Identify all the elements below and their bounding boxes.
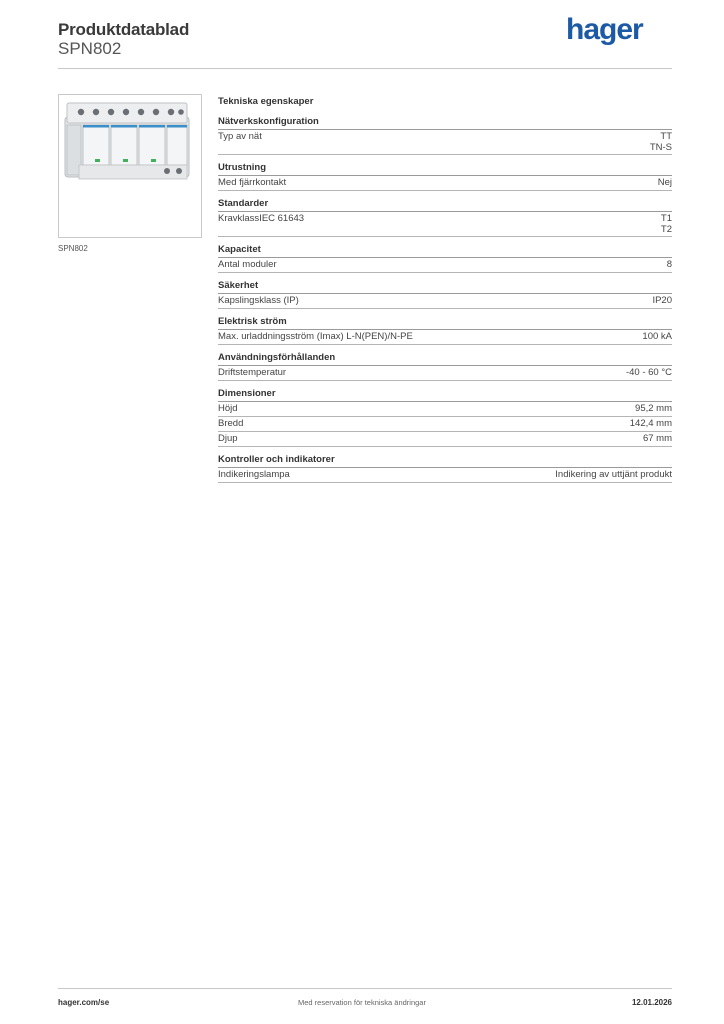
spec-label: Kapslingsklass (IP) — [218, 295, 299, 306]
spec-value: Indikering av uttjänt produkt — [555, 469, 672, 480]
spec-row — [218, 432, 672, 447]
spec-value: 142,4 mm — [629, 418, 672, 429]
spec-group-title: Användningsförhållanden — [218, 352, 672, 366]
spec-label: Antal moduler — [218, 259, 277, 270]
brand-logo: hager — [566, 13, 643, 46]
spec-row — [218, 176, 672, 191]
spec-row — [218, 468, 672, 483]
footer-date: 12.01.2026 — [631, 998, 672, 1007]
spec-row — [218, 366, 672, 381]
spec-group-title: Elektrisk ström — [218, 316, 672, 330]
spec-label: Bredd — [218, 418, 244, 429]
spec-value: 100 kA — [642, 331, 672, 342]
spec-value: 8 — [666, 259, 672, 270]
spec-group — [218, 454, 672, 483]
spec-group-title: Kapacitet — [218, 244, 672, 258]
footer-divider — [58, 988, 672, 989]
spec-row — [218, 212, 672, 237]
product-image-caption: SPN802 — [58, 244, 88, 253]
spec-group-title: Säkerhet — [218, 280, 672, 294]
spec-label: Med fjärrkontakt — [218, 177, 287, 188]
spec-group-title: Nätverkskonfiguration — [218, 116, 672, 130]
spec-value-line: TN-S — [649, 142, 672, 153]
spec-label: KravklassIEC 61643 — [218, 213, 305, 224]
footer-disclaimer: Med reservation för tekniska ändringar — [298, 998, 426, 1007]
spec-group — [218, 316, 672, 345]
spec-value: Nej — [657, 177, 672, 188]
spec-group — [218, 116, 672, 155]
spec-group — [218, 162, 672, 191]
spec-label: Typ av nät — [218, 131, 262, 142]
spec-value — [650, 131, 672, 153]
spec-label: Max. urladdningsström (Imax) L-N(PEN)/N-PE — [218, 331, 413, 342]
product-code: SPN802 — [58, 39, 122, 58]
spec-group — [218, 244, 672, 273]
spec-row — [218, 130, 672, 155]
spec-group — [218, 352, 672, 381]
spec-value: 95,2 mm — [635, 403, 672, 414]
spec-row — [218, 417, 672, 432]
spec-value: -40 - 60 °C — [625, 367, 672, 378]
spec-group-title: Kontroller och indikatorer — [218, 454, 672, 468]
spec-group-title: Standarder — [218, 198, 672, 212]
surge-protector-illustration — [59, 95, 201, 237]
spec-value-line: T2 — [660, 224, 672, 235]
spec-value: 67 mm — [642, 433, 672, 444]
spec-row — [218, 258, 672, 273]
header-divider — [58, 68, 672, 69]
spec-row — [218, 294, 672, 309]
spec-group — [218, 388, 672, 447]
spec-value-line: TT — [660, 131, 672, 142]
spec-label: Indikeringslampa — [218, 469, 290, 480]
spec-group-title: Utrustning — [218, 162, 672, 176]
footer-website-link[interactable]: hager.com/se — [58, 998, 110, 1007]
specs-section-title: Tekniska egenskaper — [218, 96, 314, 107]
spec-label: Höjd — [218, 403, 238, 414]
spec-group — [218, 198, 672, 237]
product-image — [58, 94, 202, 238]
spec-value: IP20 — [652, 295, 672, 306]
spec-row — [218, 330, 672, 345]
spec-group-title: Dimensioner — [218, 388, 672, 402]
specifications-table — [218, 96, 672, 490]
spec-group — [218, 280, 672, 309]
spec-row — [218, 402, 672, 417]
spec-value — [661, 213, 672, 235]
spec-value-line: T1 — [660, 213, 672, 224]
spec-label: Driftstemperatur — [218, 367, 287, 378]
page-title: Produktdatablad — [58, 20, 190, 39]
spec-label: Djup — [218, 433, 238, 444]
